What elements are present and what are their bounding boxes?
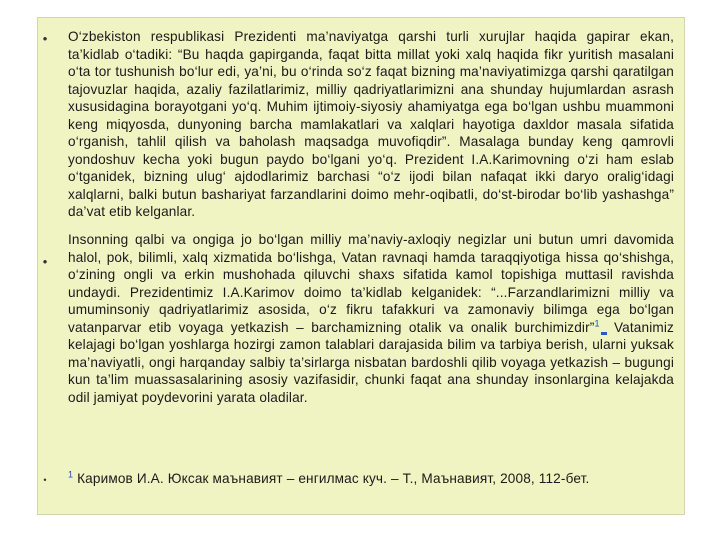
hyperlink-marker[interactable]	[601, 332, 607, 335]
slide	[37, 17, 685, 515]
paragraph-2-main: Insonning qalbi va ongiga jo bo‘lgan milliy ma’naviy-axloqiy negizlar uni butun umri davomida halol, pok, bilimli, xalq xizmatida bo‘lishga, Vatan ravnaqi hamda taraqqiyotiga hissa qo‘shishga, o‘zining ongli va erkin mushohada qiluvchi shaxs sifatida kamol topishiga muttasil ravishda undaydi. Prezidentimiz I.A.Karimov doimo ta’kidlab kelganidek: “...Farzandlarimizni milliy va umuminsoniy qadriyatlarimiz asosida, o‘z fikru tafakkuri va zamonaviy bilimga ega bo‘lgan vatanparvar etib voyaga yetkazish – barchamizning otalik va onalik burchimizdir”	[68, 232, 674, 335]
footnote-text: Каримов И.А. Юксак маънавият – енгилмас куч. – Т., Маънавият, 2008, 112-бет.	[77, 471, 590, 486]
bullet-1: •	[42, 31, 48, 46]
footnote-number: 1	[68, 469, 74, 480]
footnote	[68, 470, 674, 488]
footnote-reference[interactable]: 1	[594, 317, 600, 328]
paragraph-2-rest: Vatanimiz kelajagi bo‘lgan yoshlarga hozirgi zamon talablari darajasida bilim va tarbiya berish, ularni yuksak ma’naviyatli, ongi harqanday salbiy ta’sirlarga nisbatan bardoshli qilib voyaga yetkazish – bugungi kun ta’lim muassasalarining asosiy vazifasidir, chunki faqat ana shunday insonlargina kelajakda odil jamiyat poydevorini yarata oladilar.	[68, 319, 674, 405]
bullet-3: •	[43, 475, 47, 485]
paragraph-1: O‘zbekiston respublikasi Prezidenti ma’naviyatga qarshi turli xurujlar haqida gapirar ekan, ta’kidlab o‘tadiki: “Bu haqda gapirganda, faqat bitta millat yoki xalq haqida fikr yuritish masalani o‘ta tor tushunish bo‘lur edi, ya’ni, bu o‘rinda so‘z faqat bizning ma’naviyatimizga qarshi qaratilgan tajovuzlar haqida, azaliy fazilatlarimiz, milliy qadriyatlarimizni ana shunday hujumlardan asrash xususidagina borayotgani yo‘q. Muhim ijtimoiy-siyosiy ahamiyatga ega bo‘lgan ushbu muammoni keng miqyosda, dunyoning barcha mamlakatlari va xalqlari hayotiga daxldor masala sifatida o‘rganish, tahlil qilish va baholash maqsadga muvofiqdir”. Masalaga bunday keng qamrovli yondoshuv kecha yoki bugun paydo bo‘lgani yo‘q. Prezident I.A.Karimovning o‘zi ham eslab o‘tganidek, bizning ulug‘ ajdodlarimiz barchasi “o‘z ijodi bilan nafaqat ikki daryo oralig‘idagi xalqlarni, balki butun bashariyat farzandlarini doimo mehr-oqibatli, do‘st-birodar bo‘lib yashashga” da’vat etib kelganlar.	[68, 29, 674, 219]
bullet-2: •	[42, 254, 48, 269]
paragraph-2	[68, 231, 674, 406]
